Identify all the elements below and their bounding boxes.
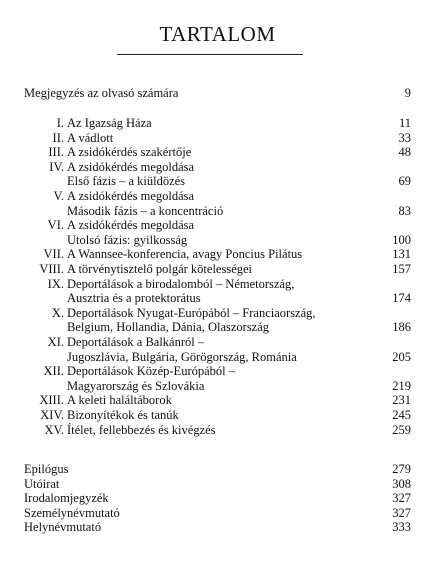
chapter-number: I. — [56, 116, 64, 130]
chapter-line — [24, 204, 223, 218]
page-number: 100 — [392, 232, 411, 247]
page-number: 9 — [404, 86, 411, 100]
chapter-title: Deportálások a birodalomból – Németország, — [67, 276, 295, 291]
chapter-line — [24, 116, 152, 130]
chapter-title: A keleti haláltáborok — [67, 393, 172, 408]
chapter-line — [24, 131, 113, 145]
chapter-number: IX. — [47, 276, 64, 291]
chapter-line — [24, 233, 187, 247]
chapter-title: Jugoszlávia, Bulgária, Görögország, Románia — [67, 349, 297, 364]
chapter-line — [24, 423, 216, 437]
page-number: 327 — [392, 491, 411, 506]
chapter-line — [24, 145, 191, 159]
back-matter-entry: Epilógus — [24, 462, 69, 476]
chapter-line — [24, 306, 316, 320]
back-matter-entry: Irodalomjegyzék — [24, 491, 109, 506]
chapter-number: XV. — [44, 422, 64, 437]
chapter-title: Második fázis – a koncentráció — [67, 203, 224, 218]
chapter-number: X. — [51, 305, 64, 320]
chapter-line — [24, 291, 201, 305]
chapter-title: A zsidókérdés szakértője — [67, 145, 192, 160]
chapter-line — [24, 408, 179, 422]
chapter-line — [24, 320, 269, 334]
chapter-line — [24, 379, 204, 393]
chapter-number: XI. — [47, 335, 64, 349]
chapter-line — [24, 350, 297, 364]
chapter-title: Magyarország és Szlovákia — [67, 378, 205, 393]
page-number: 333 — [392, 520, 411, 535]
chapter-title: A zsidókérdés megoldása — [67, 189, 195, 203]
chapter-title: A zsidókérdés megoldása — [67, 218, 195, 233]
page-number: 83 — [398, 203, 411, 218]
chapter-title: Első fázis – a kiüldözés — [67, 174, 186, 189]
toc-entry-intro: Megjegyzés az olvasó számára — [24, 86, 179, 100]
back-matter-entry: Személynévmutató — [24, 505, 120, 520]
page-number: 186 — [392, 320, 411, 335]
chapter-title: Deportálások Nyugat-Európából – Franciaország, — [67, 305, 316, 320]
chapter-title: Ítélet, fellebbezés és kivégzés — [67, 422, 216, 437]
chapter-title: Ausztria és a protektorátus — [67, 291, 201, 306]
page-number: 11 — [398, 116, 411, 130]
title-underline — [117, 54, 303, 55]
page-title: TARTALOM — [159, 22, 276, 46]
page-number: 33 — [398, 130, 411, 145]
chapter-number: VII. — [43, 247, 64, 262]
chapter-line — [24, 174, 185, 188]
page-number: 174 — [392, 291, 411, 306]
chapter-number: V. — [53, 189, 64, 203]
chapter-line — [24, 393, 172, 407]
back-matter-entry: Helynévmutató — [24, 520, 102, 535]
chapter-title: A Wannsee-konferencia, avagy Poncius Pilátus — [67, 247, 303, 262]
chapter-number: II. — [52, 130, 64, 145]
chapter-title: Az Igazság Háza — [67, 116, 152, 130]
chapter-line — [24, 247, 302, 261]
chapter-number: VI. — [47, 218, 64, 233]
chapter-title: Bizonyítékok és tanúk — [67, 408, 179, 422]
page-number: 157 — [392, 262, 411, 276]
page-number: 219 — [392, 378, 411, 393]
chapter-line — [24, 335, 204, 349]
chapter-title: Utolsó fázis: gyilkosság — [67, 232, 188, 247]
page-number: 327 — [392, 505, 411, 520]
chapter-number: III. — [48, 145, 64, 160]
chapter-title: A törvénytisztelő polgár kötelességei — [67, 262, 253, 276]
chapter-title: Deportálások Közép-Európából – — [67, 364, 235, 379]
page-number: 69 — [398, 174, 411, 189]
chapter-line — [24, 189, 194, 203]
chapter-title: Deportálások a Balkánról – — [67, 335, 205, 349]
chapter-title: A zsidókérdés megoldása — [67, 159, 195, 174]
page-number: 279 — [392, 462, 411, 476]
page-number: 259 — [392, 422, 411, 437]
page-number: 245 — [392, 408, 411, 422]
page-number: 231 — [392, 393, 411, 408]
chapter-line — [24, 364, 235, 378]
page-number: 131 — [392, 247, 411, 262]
chapter-number: VIII. — [39, 262, 64, 276]
chapter-number: XIV. — [40, 408, 64, 422]
page-number: 205 — [392, 349, 411, 364]
chapter-number: IV. — [49, 159, 64, 174]
chapter-line — [24, 262, 252, 276]
chapter-line — [24, 218, 194, 232]
chapter-number: XII. — [43, 364, 64, 379]
page-number: 48 — [398, 145, 411, 160]
back-matter-entry: Utóirat — [24, 476, 60, 491]
chapter-line — [24, 277, 294, 291]
page-number: 308 — [392, 476, 411, 491]
chapter-number: XIII. — [39, 393, 64, 408]
chapter-line — [24, 160, 194, 174]
chapter-title: A vádlott — [67, 130, 114, 145]
chapter-title: Belgium, Hollandia, Dánia, Olaszország — [67, 320, 270, 335]
